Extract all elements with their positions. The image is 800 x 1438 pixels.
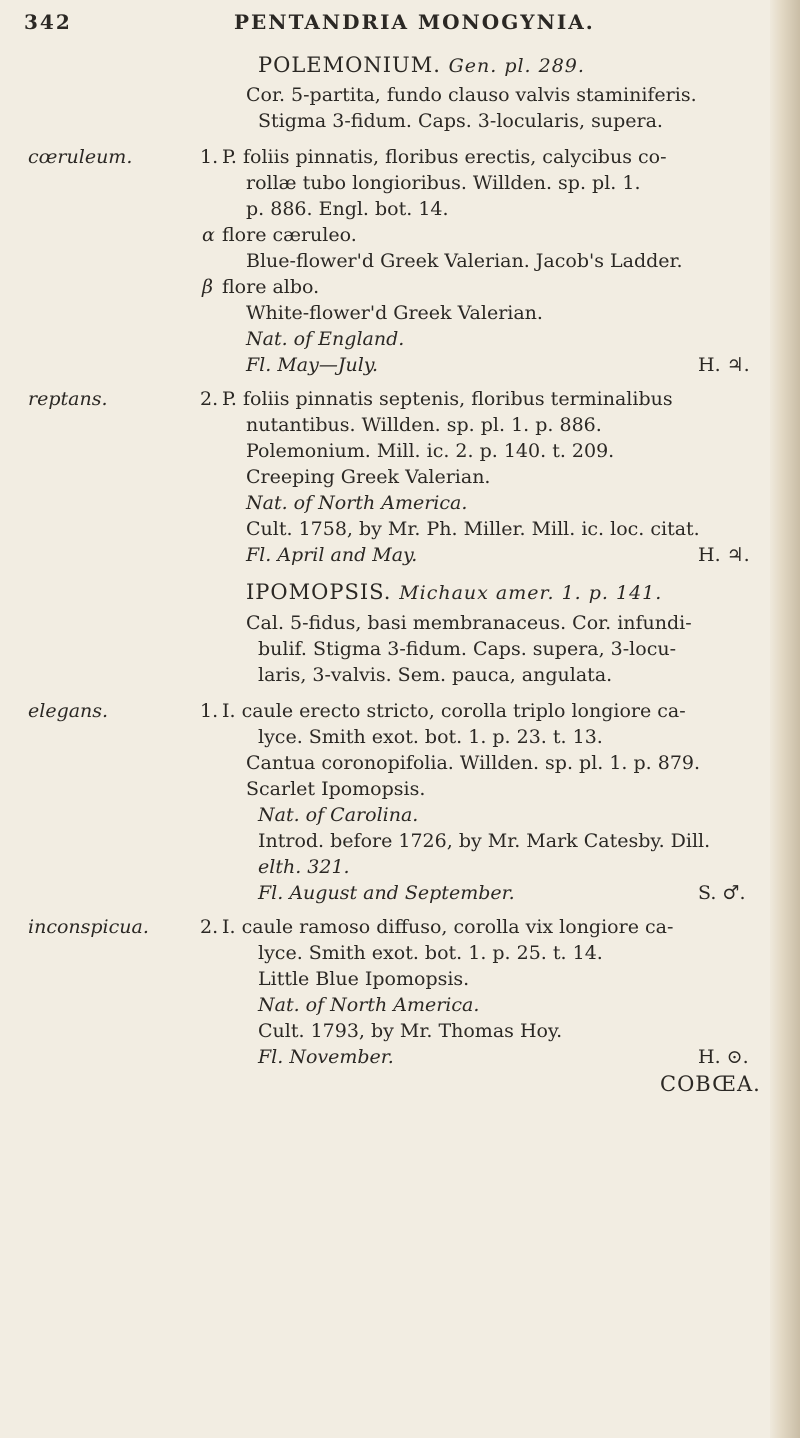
introduction-note: Introd. before 1726, by Mr. Mark Catesby. Dill. (258, 830, 711, 852)
variety-alpha-mark: α (202, 224, 215, 246)
species-side-name: reptans. (28, 388, 108, 410)
flowering-time: Fl. August and September. (258, 882, 515, 904)
cultivation-note: Cult. 1758, by Mr. Ph. Miller. Mill. ic. loc. citat. (246, 518, 700, 540)
page-number: 342 (24, 10, 72, 34)
species-side-name: cœruleum. (28, 146, 133, 168)
reference-continuation: elth. 321. (258, 856, 350, 878)
species-description-line: P. foliis pinnatis septenis, floribus terminalibus (222, 388, 673, 410)
common-name: Creeping Greek Valerian. (246, 466, 491, 488)
species-side-name: elegans. (28, 700, 109, 722)
flowering-time: Fl. November. (258, 1046, 394, 1068)
variety-beta-mark: β (202, 276, 213, 298)
catchword: COBŒA. (660, 1072, 761, 1096)
genus-character-line: laris, 3-valvis. Sem. pauca, angulata. (258, 664, 613, 686)
variety-alpha-text: flore cæruleo. (222, 224, 357, 246)
common-name: Blue-flower'd Greek Valerian. Jacob's Ladder. (246, 250, 683, 272)
species-number: 2. (200, 916, 219, 938)
native-range: Nat. of North America. (258, 994, 480, 1016)
species-number: 1. (200, 700, 219, 722)
native-range: Nat. of England. (246, 328, 405, 350)
species-description-line: P. foliis pinnatis, floribus erectis, calycibus co- (222, 146, 667, 168)
species-description-line: rollæ tubo longioribus. Willden. sp. pl. 1. (246, 172, 641, 194)
genus-title-polemonium: POLEMONIUM. Gen. pl. 289. (258, 53, 585, 77)
habit-mark: H. ⊙. (698, 1046, 749, 1068)
genus-character-line: Stigma 3-fidum. Caps. 3-locularis, supera. (258, 110, 663, 132)
running-title: PENTANDRIA MONOGYNIA. (234, 10, 595, 34)
species-description-line: lyce. Smith exot. bot. 1. p. 25. t. 14. (258, 942, 603, 964)
species-description-line: nutantibus. Willden. sp. pl. 1. p. 886. (246, 414, 602, 436)
common-name: Little Blue Ipomopsis. (258, 968, 470, 990)
native-range: Nat. of North America. (246, 492, 468, 514)
species-description-line: Polemonium. Mill. ic. 2. p. 140. t. 209. (246, 440, 615, 462)
native-range: Nat. of Carolina. (258, 804, 419, 826)
cultivation-note: Cult. 1793, by Mr. Thomas Hoy. (258, 1020, 563, 1042)
page-edge (770, 0, 800, 1438)
variety-beta-text: flore albo. (222, 276, 320, 298)
genus-character-line: Cal. 5-fidus, basi membranaceus. Cor. infundi- (246, 612, 692, 634)
species-number: 1. (200, 146, 219, 168)
species-description-line: Cantua coronopifolia. Willden. sp. pl. 1. p. 879. (246, 752, 701, 774)
species-description-line: lyce. Smith exot. bot. 1. p. 23. t. 13. (258, 726, 603, 748)
habit-mark: H. ♃. (698, 544, 750, 566)
habit-mark: S. ♂. (698, 882, 746, 904)
flowering-time: Fl. May—July. (246, 354, 379, 376)
genus-character-line: Cor. 5-partita, fundo clauso valvis staminiferis. (246, 84, 697, 106)
species-side-name: inconspicua. (28, 916, 149, 938)
habit-mark: H. ♃. (698, 354, 750, 376)
genus-character-line: bulif. Stigma 3-fidum. Caps. supera, 3-locu- (258, 638, 676, 660)
species-description-line: I. caule ramoso diffuso, corolla vix longiore ca- (222, 916, 674, 938)
common-name: White-flower'd Greek Valerian. (246, 302, 543, 324)
common-name: Scarlet Ipomopsis. (246, 778, 426, 800)
genus-title-ipomopsis: IPOMOPSIS. Michaux amer. 1. p. 141. (246, 580, 663, 604)
flowering-time: Fl. April and May. (246, 544, 418, 566)
species-description-line: p. 886. Engl. bot. 14. (246, 198, 449, 220)
species-number: 2. (200, 388, 219, 410)
species-description-line: I. caule erecto stricto, corolla triplo longiore ca- (222, 700, 686, 722)
